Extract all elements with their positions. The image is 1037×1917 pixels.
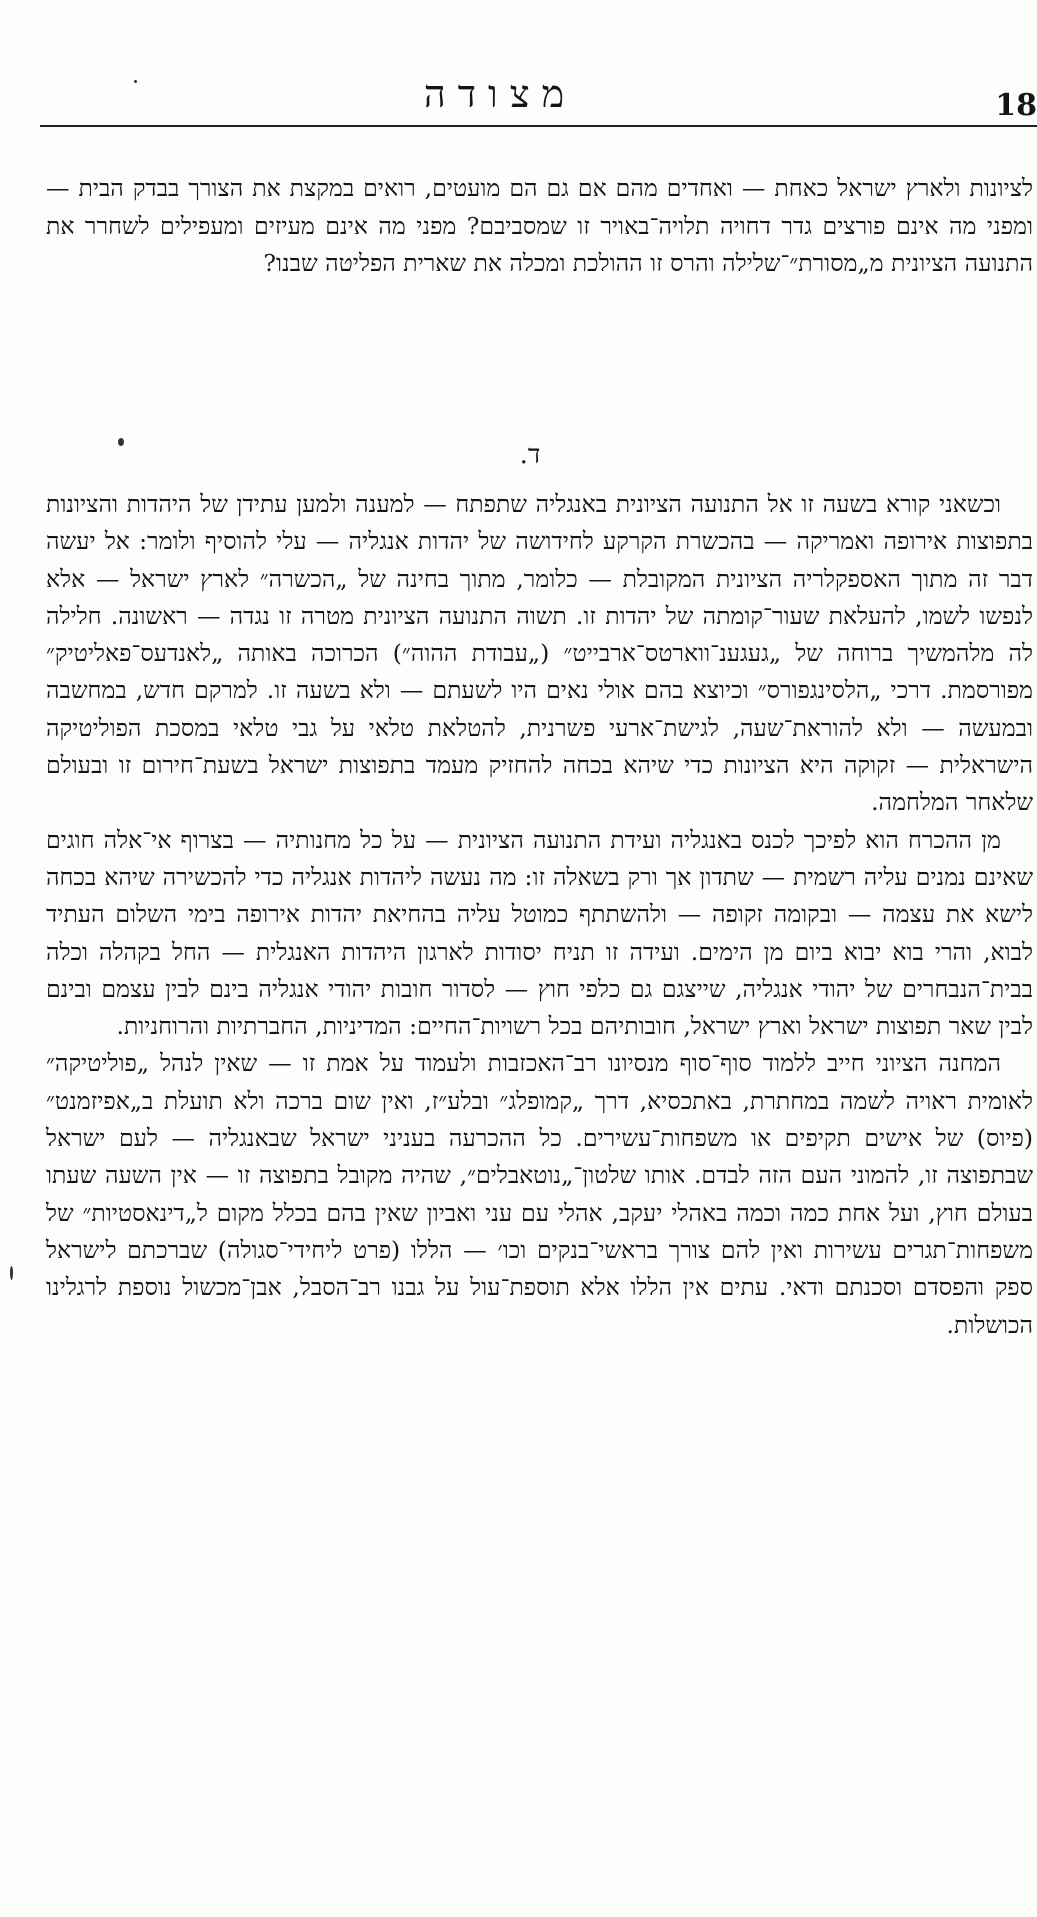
paragraph-2: מן ההכרח הוא לפיכך לכנס באנגליה ועידת התנועה הציונית — על כל מחנותיה — בצרוף אי־אלה חוגים שאינם נמנים עליה רשמית — שתדון אך ורק בשאלה זו: מה נעשה ליהדות אנגליה כדי להכשירה שיהא בכחה לישא את עצמה — ובקומה זקופה — ולהשתתף כמוטל עליה בהחיאת יהדות אירופה בימי השלום העתיד לבוא, והרי בוא יבוא ביום מן הימים. ועידה זו תניח יסודות לארגון היהדות האנגלית — החל בקהלה וכלה בבית־הנבחרים של יהודי אנגליה, שייצגם גם כלפי חוץ — לסדור חובות יהודי אנגליה בינם לבין עצמם ובינם לבין שאר תפוצות ישראל וארץ ישראל, חובותיהם בכל רשויות־החיים: המדיניות, החברתיות והרוחניות.	[46, 825, 1033, 1041]
main-text-block	[46, 486, 1033, 1344]
scan-speck	[118, 438, 124, 446]
header-rule	[40, 125, 1037, 127]
running-header-title: מצודה	[423, 72, 577, 116]
paragraph-continued: לציונות ולארץ ישראל כאחת — ואחדים מהם אם גם הם מועטים, רואים במקצת את הצורך בבדק הבית — ומפני מה אינם פורצים גדר דחויה תלויה־באויר זו שמסביבם? מפני מה אינם מעיזים ומעפילים לשחרר את התנועה הציונית מ„מסורת״־שלילה והרס זו ההולכת ומכלה את שארית הפליטה שבנו?	[46, 174, 1033, 277]
scan-speck	[10, 1266, 13, 1280]
paragraph-1: וכשאני קורא בשעה זו אל התנועה הציונית באנגליה שתפתח — למענה ולמען עתידן של היהדות והציונות בתפוצות אירופה ואמריקה — בהכשרת הקרקע לחידושה של יהדות אנגליה — עלי להוסיף ולומר: אל יעשה דבר זה מתוך האספקלריה הציונית המקובלת — כלומר, מתוך בחינה של „הכשרה״ לארץ ישראל — אלא לנפשו לשמו, להעלאת שעור־קומתה של יהדות זו. תשוה התנועה הציונית מטרה זו נגדה — ראשונה. חלילה לה מלהמשיך ברוחה של „געגענ־ווארטס־ארבייט״ („עבודת ההוה״) הכרוכה באותה „לאנדעס־פאליטיק״ מפורסמת. דרכי „הלסינגפורס״ וכיוצא בהם אולי נאים היו לשעתם — ולא בשעה זו. למרקם חדש, במחשבה ובמעשה — ולא להוראת־שעה, לגישת־ארעי פשרנית, להטלאת טלאי על גבי טלאי במסכת הפוליטיקה הישראלית — זקוקה היא הציונות כדי שיהא בכחה להחזיק מעמד בתפוצות ישראל בשעת־חירום זו ובעולם שלאחר המלחמה.	[46, 490, 1033, 817]
top-text-block	[46, 170, 1033, 283]
scan-speck	[134, 80, 137, 83]
page-number: 18	[995, 88, 1037, 123]
section-marker: ד.	[519, 440, 541, 470]
paragraph-3: המחנה הציוני חייב ללמוד סוף־סוף מנסיונו רב־האכזבות ולעמוד על אמת זו — שאין לנהל „פוליטיקה״ לאומית ראויה לשמה במחתרת, באתכסיא, דרך „קמופלג״ ובלע״ז, ואין שום ברכה ולא תועלת ב„אפיזמנט״ (פיוס) של אישים תקיפים או משפחות־עשירים. כל ההכרעה בעניני ישראל שבאנגליה — לעם ישראל שבתפוצה זו, להמוני העם הזה לבדם. אותו שלטון־„נוטאבלים״, שהיה מקובל בתפוצה זו — אין השעה שעתו בעולם חוץ, ועל אחת כמה וכמה באהלי יעקב, אהלי עם עני ואביון שאין בהם בכלל מקום ל„דינאסטיות״ של משפחות־תגרים עשירות ואין להם צורך בראשי־בנקים וכו׳ — הללו (פרט ליחידי־סגולה) שברכתם לישראל ספק והפסדם וסכנתם ודאי. עתים אין הללו אלא תוספת־עול על גבנו רב־הסבל, אבן־מכשול נוספת לרגלינו הכושלות.	[46, 1049, 1033, 1339]
